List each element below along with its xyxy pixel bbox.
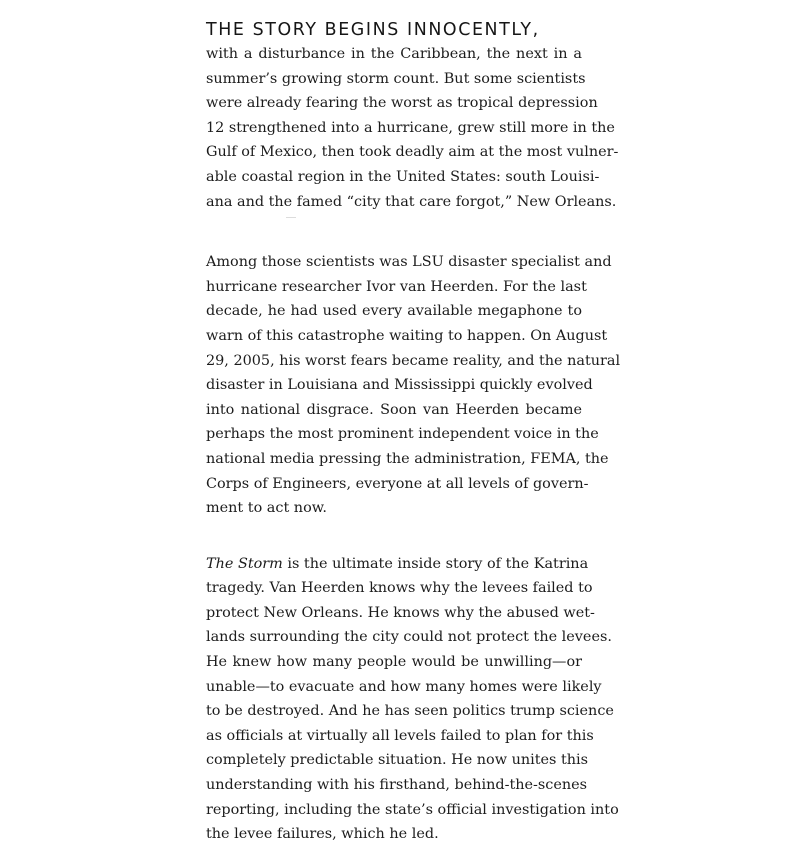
paragraph-line: Corps of Engineers, everyone at all levels of govern-	[206, 475, 589, 492]
paragraph-line: the levee failures, which he led.	[206, 826, 439, 843]
paragraph-line: 12 strengthened into a hurricane, grew still more in the	[206, 119, 615, 136]
paragraph-line: disaster in Louisiana and Mississippi quickly evolved	[206, 377, 593, 394]
paragraph-line: tragedy. Van Heerden knows why the levees failed to	[206, 580, 593, 597]
paragraph-line: ana and the famed “city that care forgot,” New Orleans.	[206, 193, 617, 210]
paragraph-line: unable—to evacuate and how many homes were likely	[206, 678, 602, 695]
paragraph-2	[206, 250, 621, 521]
paragraph-line: hurricane researcher Ivor van Heerden. For the last	[206, 278, 587, 295]
paragraph-line: into national disgrace. Soon van Heerden became	[206, 401, 582, 418]
paragraph-line: He knew how many people would be unwilling—or	[206, 654, 582, 671]
paragraph-line: understanding with his firsthand, behind-the-scenes	[206, 777, 588, 794]
paragraph-line: to be destroyed. And he has seen politics trump science	[206, 703, 614, 720]
text-column	[206, 18, 621, 847]
paragraph-3	[206, 552, 619, 847]
paragraph-line: protect New Orleans. He knows why the abused wet-	[206, 604, 595, 621]
paragraph-line: Gulf of Mexico, then took deadly aim at the most vulner-	[206, 144, 619, 161]
paragraph-line: were already fearing the worst as tropical depression	[206, 95, 598, 112]
paragraph-gap	[206, 521, 582, 552]
paragraph-line: 29, 2005, his worst fears became reality, and the natural	[206, 352, 621, 369]
paragraph-line: decade, he had used every available megaphone to	[206, 303, 582, 320]
paragraph-line: completely predictable situation. He now unites this	[206, 752, 589, 769]
paragraph-line: able coastal region in the United States: south Louisi-	[206, 168, 600, 185]
book-title: The Storm	[206, 555, 283, 572]
paragraph-line: with a disturbance in the Caribbean, the next in a	[206, 46, 582, 62]
opening-heading: THE STORY BEGINS INNOCENTLY,	[206, 20, 540, 40]
paragraph-line	[206, 552, 589, 577]
paragraph-line: summer’s growing storm count. But some scientists	[206, 70, 586, 87]
paragraph-gap	[206, 214, 582, 250]
paragraph-line: warn of this catastrophe waiting to happen. On August	[206, 327, 608, 344]
paragraph-line: as officials at virtually all levels failed to plan for this	[206, 727, 594, 744]
paragraph-line: Among those scientists was LSU disaster specialist and	[206, 254, 612, 271]
paragraph-line: reporting, including the state’s official investigation into	[206, 801, 619, 818]
paragraph-line: lands surrounding the city could not protect the levees.	[206, 629, 612, 646]
paragraph-line: national media pressing the administration, FEMA, the	[206, 450, 609, 467]
paragraph-line: perhaps the most prominent independent voice in the	[206, 426, 599, 443]
paragraph-line: ment to act now.	[206, 500, 327, 517]
paragraph-line-rest: is the ultimate inside story of the Katrina	[282, 555, 589, 572]
paragraph-1	[206, 42, 619, 214]
